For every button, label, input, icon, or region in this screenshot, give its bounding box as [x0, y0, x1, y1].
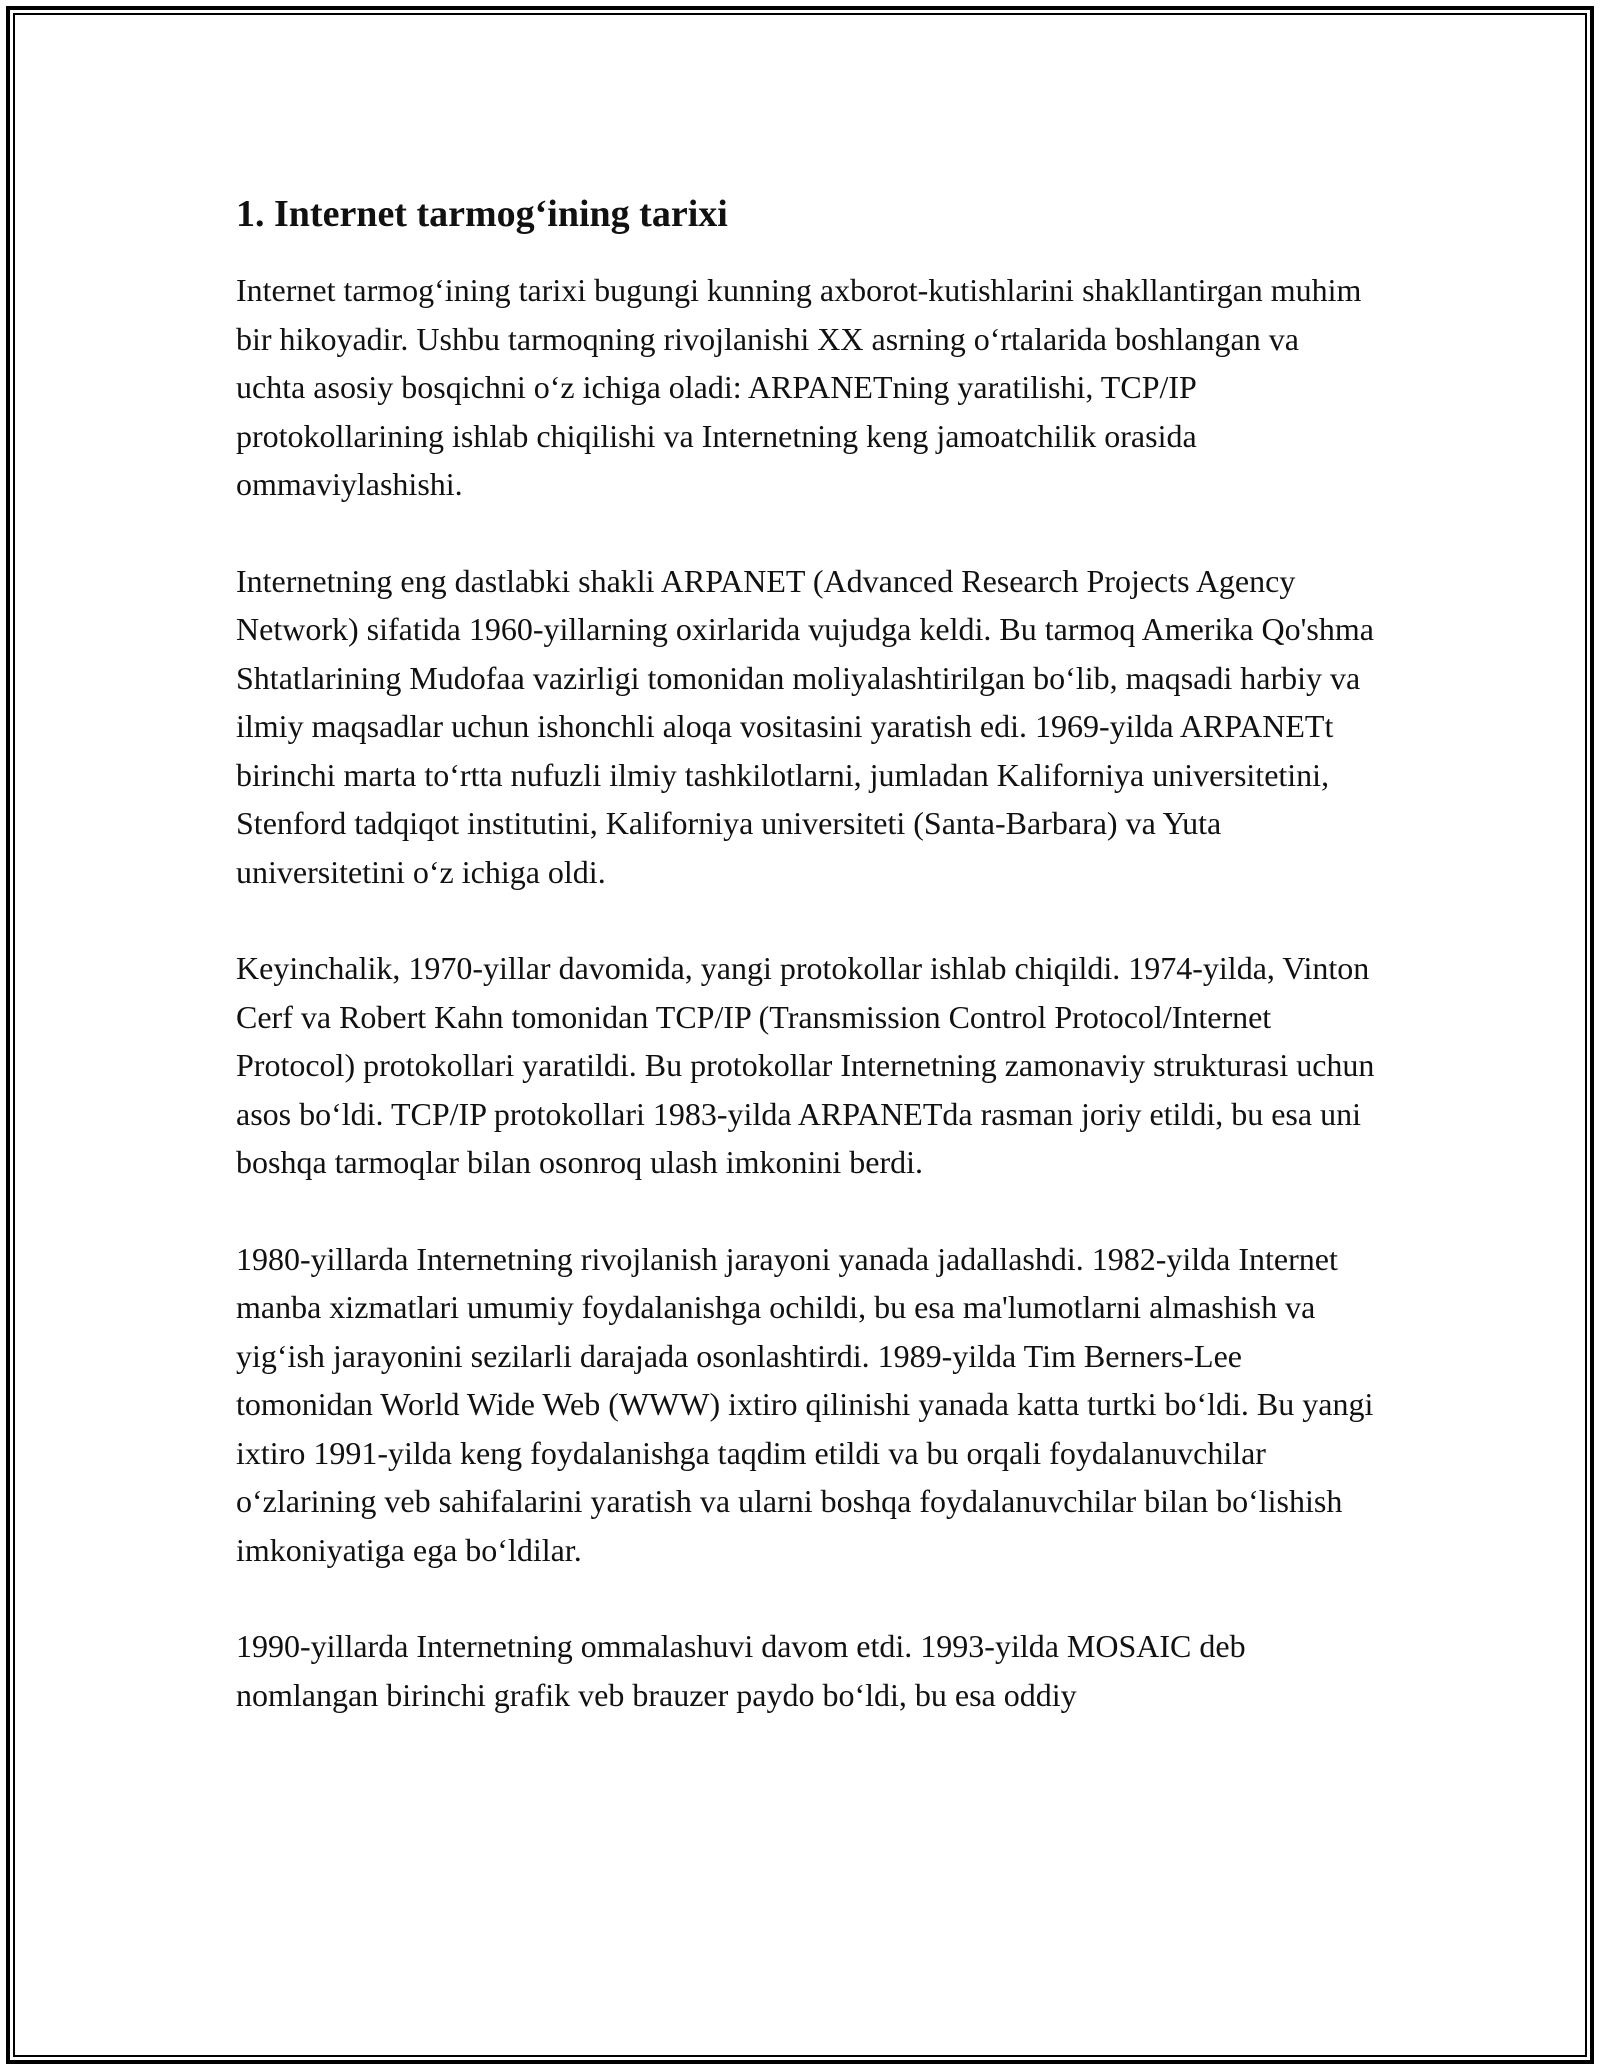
paragraph-intro: Internet tarmog‘ining tarixi bugungi kunning axborot-kutishlarini shakllantirgan muhim bir hikoyadir. Ushbu tarmoqning rivojlanishi XX asrning o‘rtalarida boshlangan va uchta asosiy bosqichni o‘z ichiga oladi: ARPANETning yaratilishi, TCP/IP protokollarining ishlab chiqilishi va Internetning keng jamoatchilik orasida ommaviylashishi.	[236, 272, 1362, 502]
paragraph-1980s: 1980-yillarda Internetning rivojlanish jarayoni yanada jadallashdi. 1982-yilda Internet manba xizmatlari umumiy foydalanishga ochildi, bu esa ma'lumotlarni almashish va yig‘ish jarayonini sezilarli darajada osonlashtirdi. 1989-yilda Tim Berners-Lee tomonidan World Wide Web (WWW) ixtiro qilinishi yanada katta turtki bo‘ldi. Bu yangi ixtiro 1991-yilda keng foydalanishga taqdim etildi va bu orqali foydalanuvchilar o‘zlarining veb sahifalarini yaratish va ularni boshqa foydalanuvchilar bilan bo‘lishish imkoniyatiga ega bo‘ldilar.	[236, 1240, 1374, 1568]
paragraph-arpanet: Internetning eng dastlabki shakli ARPANET (Advanced Research Projects Agency Network) sifatida 1960-yillarning oxirlarida vujudga keldi. Bu tarmoq Amerika Qo'shma Shtatlarining Mudofaa vazirligi tomonidan moliyalashtirilgan bo‘lib, maqsadi harbiy va ilmiy maqsadlar uchun ishonchli aloqa vositasini yaratish edi. 1969-yilda ARPANETt birinchi marta to‘rtta nufuzli ilmiy tashkilotlarni, jumladan Kaliforniya universitetini, Stenford tadqiqot institutini, Kaliforniya universiteti (Santa-Barbara) va Yuta universitetini o‘z ichiga oldi.	[236, 562, 1374, 890]
document-body	[236, 188, 1376, 1719]
paragraph-tcp-ip: Keyinchalik, 1970-yillar davomida, yangi protokollar ishlab chiqildi. 1974-yilda, Vinton Cerf va Robert Kahn tomonidan TCP/IP (Transmission Control Protocol/Internet Protocol) protokollari yaratildi. Bu protokollar Internetning zamonaviy strukturasi uchun asos bo‘ldi. TCP/IP protokollari 1983-yilda ARPANETda rasman joriy etildi, bu esa uni boshqa tarmoqlar bilan osonroq ulash imkonini berdi.	[236, 950, 1375, 1180]
paragraph-1990s: 1990-yillarda Internetning ommalashuvi davom etdi. 1993-yilda MOSAIC deb nomlangan birinchi grafik veb brauzer paydo bo‘ldi, bu esa oddiy	[236, 1628, 1246, 1713]
section-heading: 1. Internet tarmog‘ining tarixi	[236, 193, 728, 235]
